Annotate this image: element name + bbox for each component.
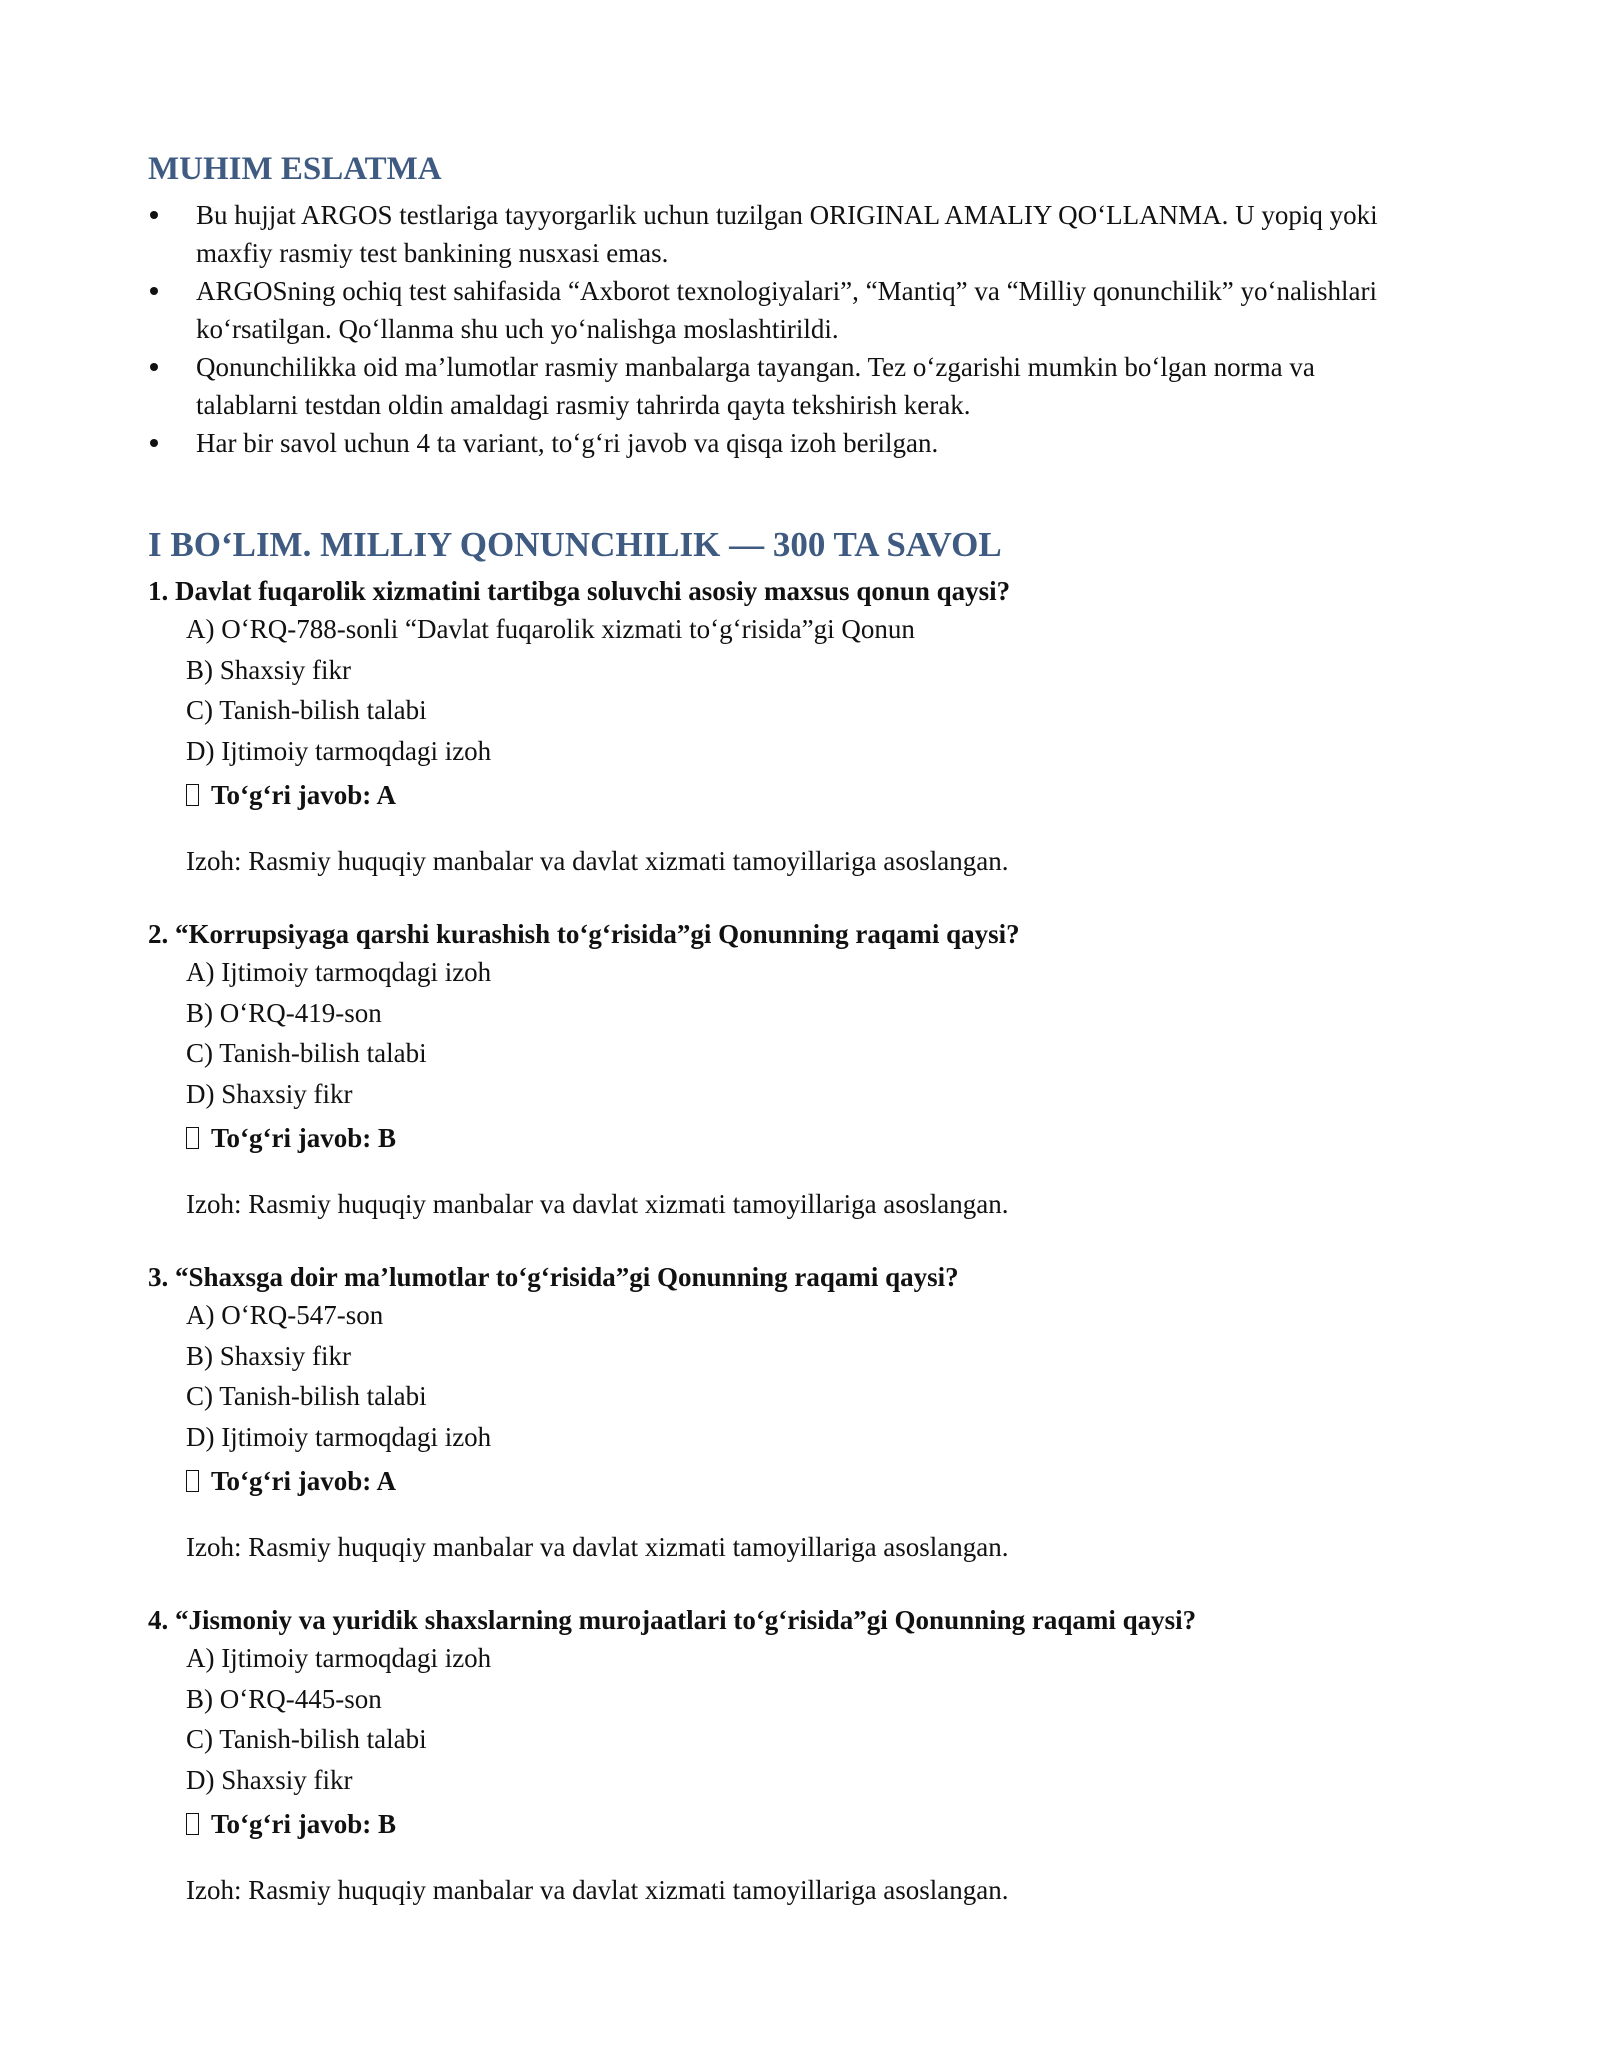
option-c: C) Tanish-bilish talabi <box>186 1038 427 1068</box>
notice-heading: MUHIM ESLATMA <box>148 151 442 187</box>
bullet-dot-icon <box>150 211 158 219</box>
option-list <box>148 1295 1468 1565</box>
option-a: A) Ijtimoiy tarmoqdagi izoh <box>186 1643 492 1673</box>
notice-bullet-text: ARGOSning ochiq test sahifasida “Axborot texnologiyalari”, “Mantiq” va “Milliy qonunchilik” yo‘nalishlari ko‘rsatilgan. Qo‘llanma shu uch yo‘nalishga moslashtirildi. <box>196 276 1377 344</box>
option-b: B) O‘RQ-419-son <box>186 997 382 1028</box>
option-list <box>148 952 1468 1222</box>
missing-glyph-box-icon <box>186 1813 199 1835</box>
correct-answer <box>186 777 1468 813</box>
question-text: 3. “Shaxsga doir ma’lumotlar to‘g‘risida”gi Qonunning raqami qaysi? <box>148 1262 959 1292</box>
question-text: 1. Davlat fuqarolik xizmatini tartibga soluvchi asosiy maxsus qonun qaysi? <box>148 576 1011 606</box>
option-list <box>148 609 1468 879</box>
missing-glyph-box-icon <box>186 1127 199 1149</box>
option-d: D) Shaxsiy fikr <box>186 1078 353 1109</box>
option-a: A) O‘RQ-788-sonli “Davlat fuqarolik xizmati to‘g‘risida”gi Qonun <box>186 614 915 644</box>
explanation-text: Izoh: Rasmiy huquqiy manbalar va davlat xizmati tamoyillariga asoslangan. <box>186 1189 1009 1219</box>
correct-answer-text: To‘g‘ri javob: A <box>211 1466 397 1496</box>
section-heading: I BO‘LIM. MILLIY QONUNCHILIK — 300 TA SAVOL <box>148 525 1002 564</box>
option-a: A) O‘RQ-547-son <box>186 1300 384 1330</box>
missing-glyph-box-icon <box>186 784 199 806</box>
question-block <box>148 916 1468 1222</box>
notice-bullet <box>148 424 1418 462</box>
question-text: 2. “Korrupsiyaga qarshi kurashish to‘g‘risida”gi Qonunning raqami qaysi? <box>148 919 1020 949</box>
option-b: B) O‘RQ-445-son <box>186 1683 382 1714</box>
option-c: C) Tanish-bilish talabi <box>186 1724 427 1754</box>
correct-answer <box>186 1463 1468 1499</box>
correct-answer-text: To‘g‘ri javob: B <box>211 1123 397 1153</box>
correct-answer <box>186 1806 1468 1842</box>
explanation-text: Izoh: Rasmiy huquqiy manbalar va davlat xizmati tamoyillariga asoslangan. <box>186 846 1009 876</box>
option-list <box>148 1638 1468 1908</box>
option-a: A) Ijtimoiy tarmoqdagi izoh <box>186 957 492 987</box>
explanation-text: Izoh: Rasmiy huquqiy manbalar va davlat xizmati tamoyillariga asoslangan. <box>186 1875 1009 1905</box>
option-b: B) Shaxsiy fikr <box>186 1340 351 1371</box>
question-block <box>148 1602 1468 1908</box>
option-d: D) Ijtimoiy tarmoqdagi izoh <box>186 735 492 766</box>
bullet-dot-icon <box>150 363 158 371</box>
notice-bullet <box>148 272 1418 348</box>
question-block <box>148 573 1468 879</box>
correct-answer-text: To‘g‘ri javob: A <box>211 780 397 810</box>
notice-bullet <box>148 196 1418 272</box>
option-c: C) Tanish-bilish talabi <box>186 695 427 725</box>
notice-bullet-text: Qonunchilikka oid ma’lumotlar rasmiy manbalarga tayangan. Tez o‘zgarishi mumkin bo‘lgan norma va talablarni testdan oldin amaldagi rasmiy tahrirda qayta tekshirish kerak. <box>196 352 1315 420</box>
bullet-dot-icon <box>150 439 158 447</box>
notice-bullet-text: Bu hujjat ARGOS testlariga tayyorgarlik uchun tuzilgan ORIGINAL AMALIY QO‘LLANMA. U yopiq yoki maxfiy rasmiy test bankining nusxasi emas. <box>196 200 1378 268</box>
option-d: D) Ijtimoiy tarmoqdagi izoh <box>186 1421 492 1452</box>
missing-glyph-box-icon <box>186 1470 199 1492</box>
question-text: 4. “Jismoniy va yuridik shaxslarning murojaatlari to‘g‘risida”gi Qonunning raqami qaysi? <box>148 1605 1197 1635</box>
option-d: D) Shaxsiy fikr <box>186 1764 353 1795</box>
option-c: C) Tanish-bilish talabi <box>186 1381 427 1411</box>
option-b: B) Shaxsiy fikr <box>186 654 351 685</box>
explanation-text: Izoh: Rasmiy huquqiy manbalar va davlat xizmati tamoyillariga asoslangan. <box>186 1532 1009 1562</box>
correct-answer <box>186 1120 1468 1156</box>
notice-bullet-text: Har bir savol uchun 4 ta variant, to‘g‘ri javob va qisqa izoh berilgan. <box>196 428 939 458</box>
notice-bullet-list <box>148 196 1418 462</box>
correct-answer-text: To‘g‘ri javob: B <box>211 1809 397 1839</box>
bullet-dot-icon <box>150 287 158 295</box>
notice-bullet <box>148 348 1418 424</box>
question-block <box>148 1259 1468 1565</box>
